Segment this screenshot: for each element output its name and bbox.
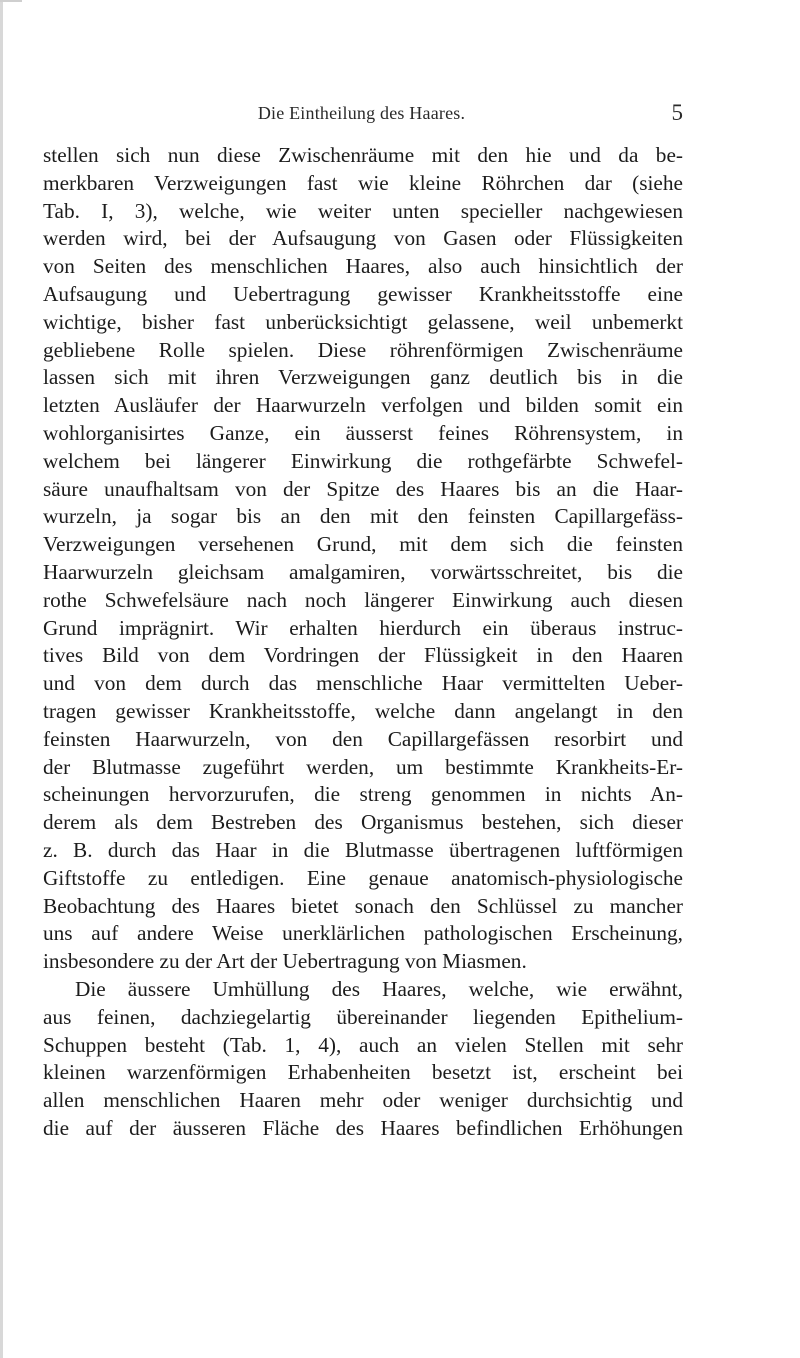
text-line: aus feinen, dachziegelartig übereinander liegenden Epithelium- [43,1004,683,1029]
text-line: säure unaufhaltsam von der Spitze des Haares bis an die Haar- [43,476,683,501]
text-line: und von dem durch das menschliche Haar vermittelten Ueber- [43,671,683,696]
text-line: Aufsaugung und Uebertragung gewisser Krankheitsstoffe eine [43,281,683,306]
text-line: z. B. durch das Haar in die Blutmasse übertragenen luftförmigen [43,837,683,862]
text-line: insbesondere zu der Art der Uebertragung von Miasmen. [43,949,527,974]
text-line: Giftstoffe zu entledigen. Eine genaue anatomisch-physiologische [43,865,683,890]
text-line: tives Bild von dem Vordringen der Flüssigkeit in den Haaren [43,643,683,668]
text-line: lassen sich mit ihren Verzweigungen ganz deutlich bis in die [43,365,683,390]
page-edge-top [0,0,22,2]
text-line: wichtige, bisher fast unberücksichtigt gelassene, weil unbemerkt [43,309,683,334]
text-line: uns auf andere Weise unerklärlichen pathologischen Erscheinung, [43,921,683,946]
text-line: tragen gewisser Krankheitsstoffe, welche dann angelangt in den [43,698,683,723]
text-line: letzten Ausläufer der Haarwurzeln verfolgen und bilden somit ein [43,393,683,418]
running-head [40,98,683,132]
text-line: feinsten Haarwurzeln, von den Capillargefässen resorbirt und [43,726,683,751]
text-line: wurzeln, ja sogar bis an den mit den feinsten Capillargefäss- [43,504,683,529]
text-line: Grund imprägnirt. Wir erhalten hierdurch ein überaus instruc- [43,615,683,640]
page-edge [0,0,3,1358]
text-line: kleinen warzenförmigen Erhabenheiten besetzt ist, erscheint bei [43,1060,683,1085]
text-line: wohlorganisirtes Ganze, ein äusserst feines Röhrensystem, in [43,420,683,445]
text-line: allen menschlichen Haaren mehr oder weniger durchsichtig und [43,1088,683,1113]
text-line: scheinungen hervorzurufen, die streng genommen in nichts An- [43,782,683,807]
text-line: merkbaren Verzweigungen fast wie kleine Röhrchen dar (siehe [43,170,683,195]
body-text [43,142,683,1143]
text-line: Haarwurzeln gleichsam amalgamiren, vorwärtsschreitet, bis die [43,559,683,584]
text-line: von Seiten des menschlichen Haares, also auch hinsichtlich der [43,254,683,279]
text-line: gebliebene Rolle spielen. Diese röhrenförmigen Zwischenräume [43,337,683,362]
running-title: Die Eintheilung des Haares. [257,103,466,123]
text-line: Die äussere Umhüllung des Haares, welche, wie erwähnt, [75,976,683,1001]
text-line: Schuppen besteht (Tab. 1, 4), auch an vielen Stellen mit sehr [43,1032,683,1057]
text-line: rothe Schwefelsäure nach noch längerer Einwirkung auch diesen [43,587,683,612]
text-line: welchem bei längerer Einwirkung die rothgefärbte Schwefel- [43,448,683,473]
text-line: Verzweigungen versehenen Grund, mit dem sich die feinsten [43,532,683,557]
text-line: Tab. I, 3), welche, wie weiter unten specieller nachgewiesen [43,198,683,223]
page-number: 5 [671,100,683,125]
text-line: stellen sich nun diese Zwischenräume mit den hie und da be- [43,143,683,167]
text-line: der Blutmasse zugeführt werden, um bestimmte Krankheits-Er- [43,754,683,779]
text-line: werden wird, bei der Aufsaugung von Gasen oder Flüssigkeiten [43,226,683,251]
text-line: die auf der äusseren Fläche des Haares befindlichen Erhöhungen [43,1115,683,1140]
text-line: derem als dem Bestreben des Organismus bestehen, sich dieser [43,810,683,835]
text-line: Beobachtung des Haares bietet sonach den Schlüssel zu mancher [43,893,683,918]
